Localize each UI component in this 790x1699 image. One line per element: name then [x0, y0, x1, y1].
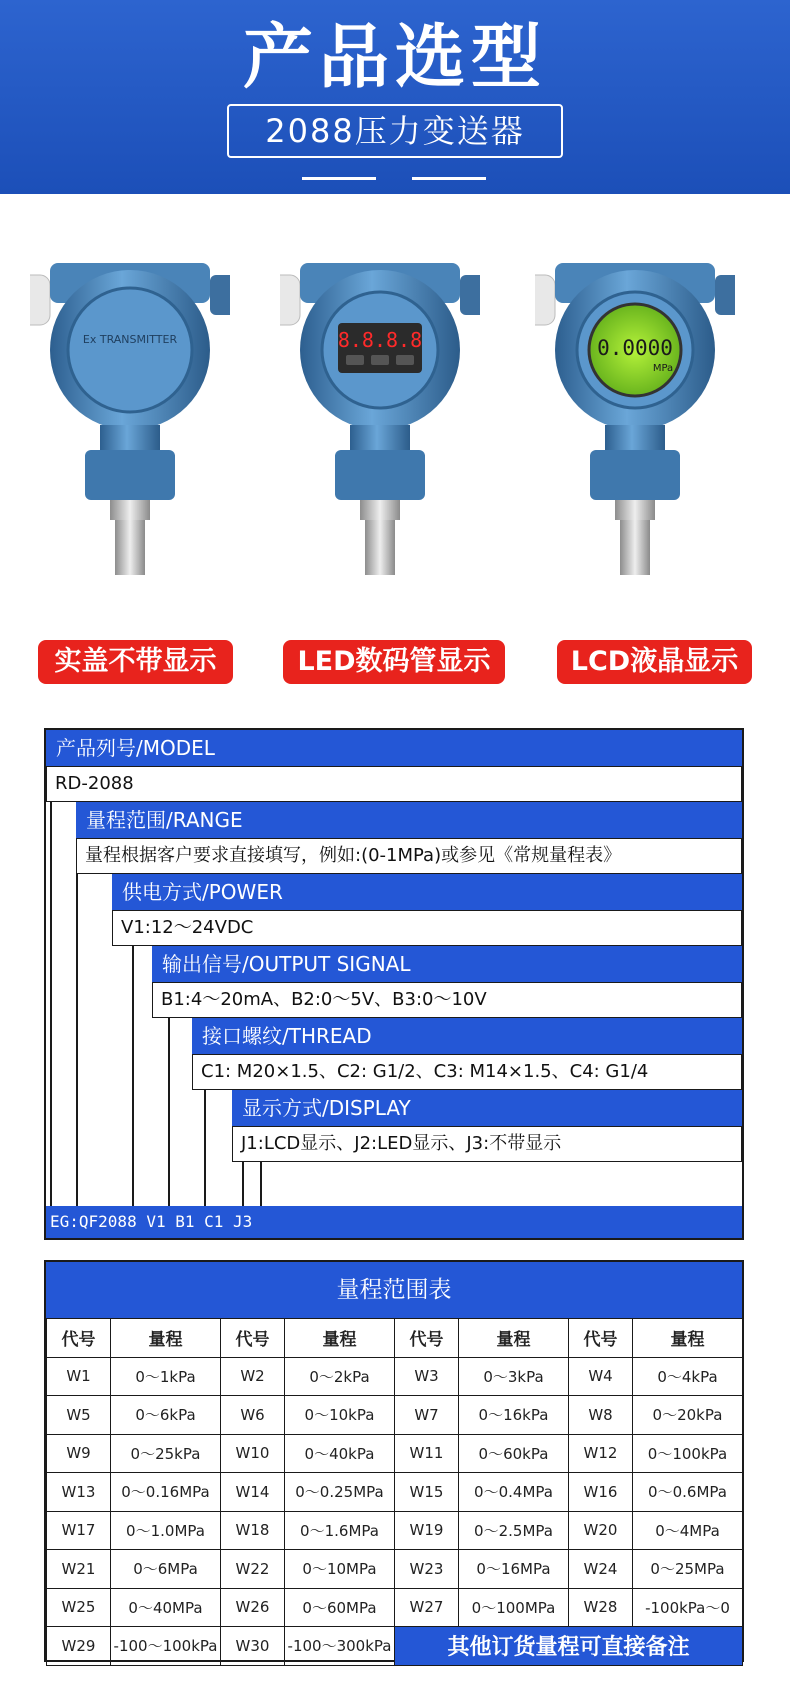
- range-code-cell: W6: [221, 1396, 285, 1435]
- range-code-cell: W24: [569, 1550, 633, 1589]
- range-code-cell: W27: [395, 1588, 459, 1627]
- range-code-cell: W8: [569, 1396, 633, 1435]
- range-code-cell: W4: [569, 1357, 633, 1396]
- range-header: 量程范围/RANGE: [76, 802, 742, 838]
- transmitter-blind-cover-image: [30, 255, 230, 585]
- display-header: 显示方式/DISPLAY: [232, 1090, 742, 1126]
- range-code-cell: W21: [47, 1550, 111, 1589]
- range-code-cell: W26: [221, 1588, 285, 1627]
- range-value-cell: 0～16kPa: [459, 1396, 569, 1435]
- model-selection-chart: [44, 728, 744, 1240]
- col-header-range: 量程: [459, 1319, 569, 1358]
- range-code-cell: W10: [221, 1434, 285, 1473]
- table-row: [47, 1473, 743, 1512]
- model-header: 产品列号/MODEL: [46, 730, 742, 766]
- tree-line: [50, 802, 52, 1206]
- range-value-cell: 0～4kPa: [633, 1357, 743, 1396]
- transmitter-lcd-image: [535, 255, 735, 585]
- range-code-cell: W12: [569, 1434, 633, 1473]
- range-value-cell: 0～60MPa: [285, 1588, 395, 1627]
- lcd-readout: 0.0000: [597, 336, 673, 360]
- table-row: [47, 1434, 743, 1473]
- range-value-cell: 0～2kPa: [285, 1357, 395, 1396]
- table-header-row: [47, 1319, 743, 1358]
- product-image-led: [280, 255, 480, 585]
- page-subtitle: 2088压力变送器: [227, 104, 563, 158]
- range-value-cell: 0～1.6MPa: [285, 1511, 395, 1550]
- range-value-cell: 0～4MPa: [633, 1511, 743, 1550]
- col-header-range: 量程: [111, 1319, 221, 1358]
- range-value-cell: 0～100kPa: [633, 1434, 743, 1473]
- table-row: [47, 1550, 743, 1589]
- range-value-cell: 0～0.16MPa: [111, 1473, 221, 1512]
- range-value-cell: 0～25MPa: [633, 1550, 743, 1589]
- range-value-cell: 0～60kPa: [459, 1434, 569, 1473]
- range-value-cell: 0～20kPa: [633, 1396, 743, 1435]
- power-value: V1:12～24VDC: [112, 910, 742, 946]
- range-value-cell: 0～25kPa: [111, 1434, 221, 1473]
- range-code-cell: W25: [47, 1588, 111, 1627]
- thread-header: 接口螺纹/THREAD: [192, 1018, 742, 1054]
- range-table-title: 量程范围表: [46, 1262, 742, 1318]
- col-header-code: 代号: [221, 1319, 285, 1358]
- range-value-cell: 0～3kPa: [459, 1357, 569, 1396]
- col-header-code: 代号: [395, 1319, 459, 1358]
- badge-lcd-display: LCD液晶显示: [557, 640, 752, 684]
- range-value-cell: -100～100kPa: [111, 1627, 221, 1666]
- range-code-cell: W19: [395, 1511, 459, 1550]
- range-grid: [46, 1318, 743, 1666]
- badge-led-display: LED数码管显示: [283, 640, 505, 684]
- table-row: [47, 1588, 743, 1627]
- range-code-cell: W11: [395, 1434, 459, 1473]
- range-code-cell: W22: [221, 1550, 285, 1589]
- table-row: [47, 1396, 743, 1435]
- lcd-unit: MPa: [652, 363, 674, 374]
- table-row: [47, 1511, 743, 1550]
- range-code-cell: W17: [47, 1511, 111, 1550]
- range-value-cell: 0～40MPa: [111, 1588, 221, 1627]
- header-divider-right: [412, 177, 486, 180]
- col-header-code: 代号: [569, 1319, 633, 1358]
- range-value-cell: 0～1kPa: [111, 1357, 221, 1396]
- range-code-cell: W7: [395, 1396, 459, 1435]
- model-value: RD-2088: [46, 766, 742, 802]
- col-header-range: 量程: [633, 1319, 743, 1358]
- range-value-cell: 0～0.25MPa: [285, 1473, 395, 1512]
- range-value: 量程根据客户要求直接填写，例如:(0-1MPa)或参见《常规量程表》: [76, 838, 742, 874]
- range-value-cell: 0～40kPa: [285, 1434, 395, 1473]
- range-code-cell: W16: [569, 1473, 633, 1512]
- col-header-range: 量程: [285, 1319, 395, 1358]
- table-row: [47, 1357, 743, 1396]
- range-value-cell: 0～16MPa: [459, 1550, 569, 1589]
- tree-line: [260, 1162, 262, 1206]
- range-value-cell: -100～300kPa: [285, 1627, 395, 1666]
- range-code-cell: W3: [395, 1357, 459, 1396]
- transmitter-led-image: [280, 255, 480, 585]
- range-value-cell: 0～2.5MPa: [459, 1511, 569, 1550]
- output-signal-header: 输出信号/OUTPUT SIGNAL: [152, 946, 742, 982]
- display-value: J1:LCD显示、J2:LED显示、J3:不带显示: [232, 1126, 742, 1162]
- badge-no-display: 实盖不带显示: [38, 640, 233, 684]
- range-code-cell: W9: [47, 1434, 111, 1473]
- range-code-cell: W18: [221, 1511, 285, 1550]
- power-header: 供电方式/POWER: [112, 874, 742, 910]
- range-value-cell: 0～0.4MPa: [459, 1473, 569, 1512]
- range-code-cell: W20: [569, 1511, 633, 1550]
- range-code-cell: W14: [221, 1473, 285, 1512]
- range-code-cell: W15: [395, 1473, 459, 1512]
- header-banner: [0, 0, 790, 194]
- range-table: [44, 1260, 744, 1662]
- range-code-cell: W29: [47, 1627, 111, 1666]
- page-title: 产品选型: [243, 16, 547, 98]
- product-image-lcd: [535, 255, 735, 585]
- product-image-no-display: [30, 255, 230, 585]
- range-code-cell: W28: [569, 1588, 633, 1627]
- range-value-cell: 0～1.0MPa: [111, 1511, 221, 1550]
- range-value-cell: -100kPa～0: [633, 1588, 743, 1627]
- range-value-cell: 0～6MPa: [111, 1550, 221, 1589]
- range-value-cell: 0～6kPa: [111, 1396, 221, 1435]
- thread-value: C1: M20×1.5、C2: G1/2、C3: M14×1.5、C4: G1/4: [192, 1054, 742, 1090]
- output-signal-value: B1:4～20mA、B2:0～5V、B3:0～10V: [152, 982, 742, 1018]
- led-readout: 8.8.8.8: [337, 328, 423, 352]
- range-code-cell: W30: [221, 1627, 285, 1666]
- case-ex-mark: Ex TRANSMITTER: [82, 333, 178, 346]
- range-value-cell: 0～100MPa: [459, 1588, 569, 1627]
- range-code-cell: W13: [47, 1473, 111, 1512]
- range-code-cell: W2: [221, 1357, 285, 1396]
- range-value-cell: 0～10MPa: [285, 1550, 395, 1589]
- range-note: 其他订货量程可直接备注: [395, 1627, 743, 1666]
- col-header-code: 代号: [47, 1319, 111, 1358]
- range-code-cell: W5: [47, 1396, 111, 1435]
- range-value-cell: 0～0.6MPa: [633, 1473, 743, 1512]
- table-row: [47, 1627, 743, 1666]
- range-value-cell: 0～10kPa: [285, 1396, 395, 1435]
- range-code-cell: W23: [395, 1550, 459, 1589]
- model-example: EG:QF2088 V1 B1 C1 J3: [46, 1206, 742, 1238]
- range-code-cell: W1: [47, 1357, 111, 1396]
- header-divider-left: [302, 177, 376, 180]
